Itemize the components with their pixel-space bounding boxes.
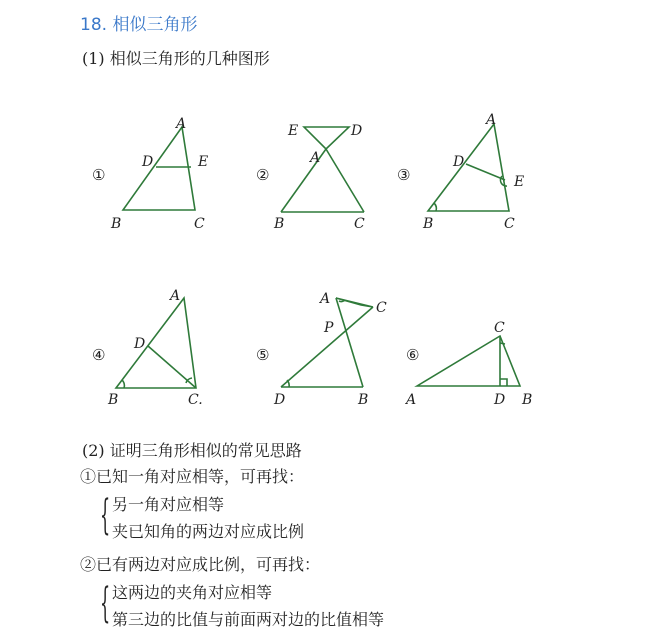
fig5-label-c: C <box>376 300 387 316</box>
case-2-item-1: 这两边的夹角对应相等 <box>112 583 273 602</box>
figure-number-1: ① <box>92 166 106 184</box>
brace-1: { <box>100 490 111 540</box>
fig6-label-c: C <box>494 320 505 336</box>
fig2-label-b: B <box>274 216 285 232</box>
fig4-label-a: A <box>170 288 181 304</box>
case-2-item-2: 第三边的比值与前面两对边的比值相等 <box>112 610 385 629</box>
fig6-label-b: B <box>522 392 533 408</box>
subsection-title-figures: (1) 相似三角形的几种图形 <box>82 49 270 68</box>
fig5-label-b: B <box>358 392 369 408</box>
fig1-label-b: B <box>111 216 122 232</box>
figure-number-2: ② <box>256 166 270 184</box>
fig1-label-e: E <box>198 154 209 170</box>
section-heading: 18. 相似三角形 <box>80 15 198 35</box>
fig6-label-a: A <box>406 392 417 408</box>
fig1-label-d: D <box>142 154 154 170</box>
fig4-label-d: D <box>134 336 146 352</box>
fig4-label-c: C. <box>188 392 203 408</box>
fig1-label-a: A <box>176 116 187 132</box>
figure-number-4: ④ <box>92 346 106 364</box>
case-2-title: ②已有两边对应成比例，可再找： <box>80 555 321 574</box>
fig2-label-d: D <box>351 123 363 139</box>
case-1-title: ①已知一角对应相等，可再找： <box>80 467 305 486</box>
figure-number-6: ⑥ <box>406 346 420 364</box>
fig5-label-a: A <box>320 291 331 307</box>
fig3-label-c: C <box>504 216 515 232</box>
fig2-label-a: A <box>310 150 321 166</box>
fig3-label-b: B <box>423 216 434 232</box>
fig2-label-e: E <box>288 123 299 139</box>
fig6-label-d: D <box>494 392 506 408</box>
fig4-label-b: B <box>108 392 119 408</box>
fig1-label-c: C <box>194 216 205 232</box>
fig3-label-d: D <box>453 154 465 170</box>
fig2-label-c: C <box>354 216 365 232</box>
subsection-title-methods: (2) 证明三角形相似的常见思路 <box>82 441 302 460</box>
case-1-item-2: 夹已知角的两边对应成比例 <box>112 522 305 541</box>
fig5-label-d: D <box>274 392 286 408</box>
figure-number-5: ⑤ <box>256 346 270 364</box>
case-1-item-1: 另一角对应相等 <box>112 495 225 514</box>
brace-2: { <box>100 578 111 628</box>
fig3-label-e: E <box>514 174 525 190</box>
fig5-label-p: P <box>324 320 334 336</box>
figure-number-3: ③ <box>397 166 411 184</box>
fig3-label-a: A <box>486 112 497 128</box>
